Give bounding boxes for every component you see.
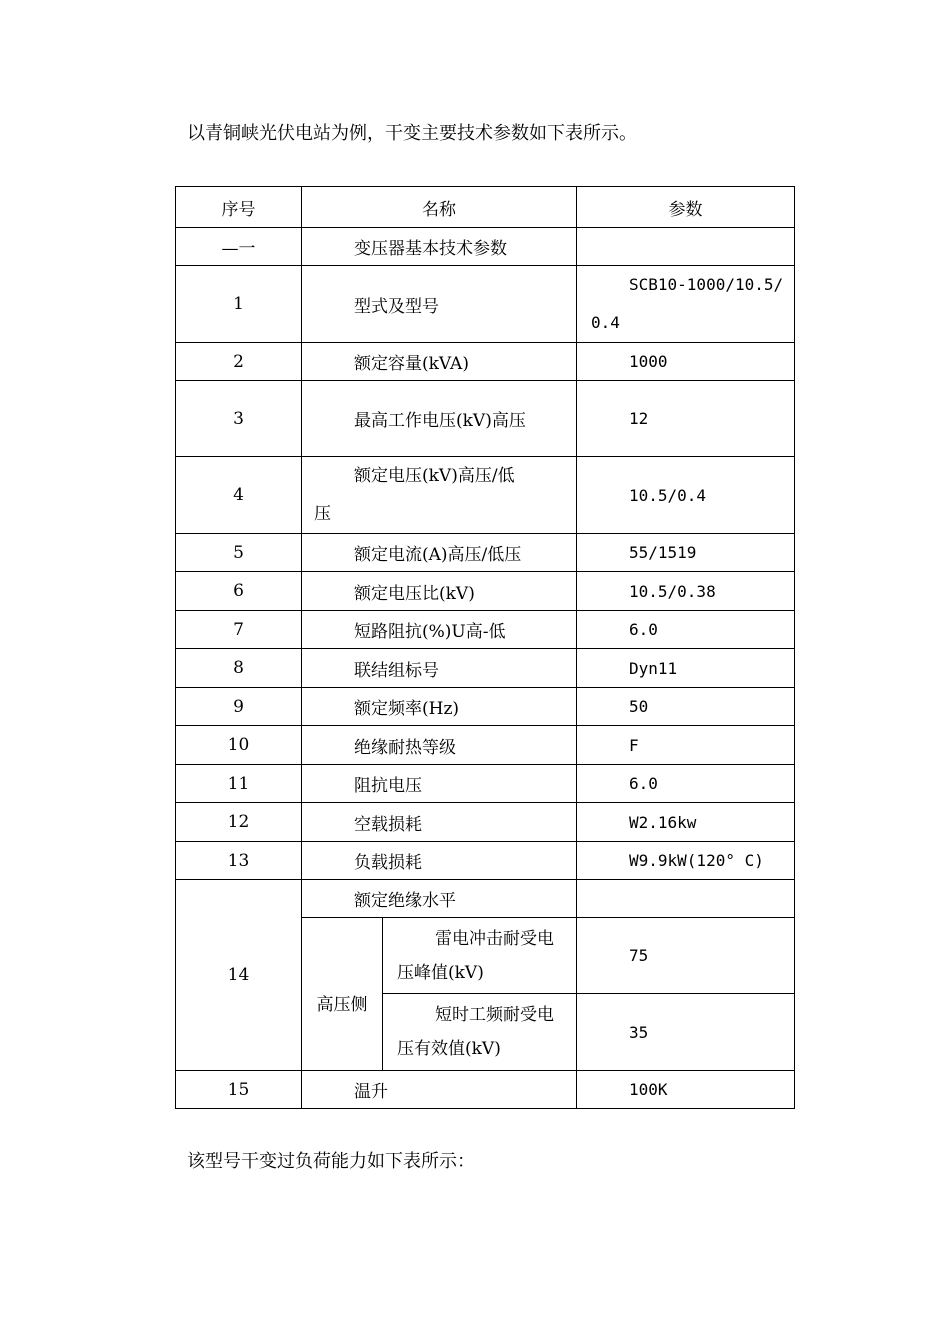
cell-param: 6.0 xyxy=(577,765,795,803)
cell-param xyxy=(577,228,795,266)
cell-seq: 13 xyxy=(176,842,302,880)
cell-seq: 3 xyxy=(176,381,302,457)
cell-seq: 1 xyxy=(176,266,302,343)
cell-param: 10.5/0.4 xyxy=(577,457,795,534)
cell-seq: 6 xyxy=(176,572,302,611)
cell-seq: 4 xyxy=(176,457,302,534)
cell-name: 额定容量(kVA) xyxy=(302,343,577,381)
transformer-parameters-table xyxy=(175,186,795,1109)
cell-name: 最高工作电压(kV)高压 xyxy=(302,381,577,457)
intro-paragraph: 以青铜峡光伏电站为例，干变主要技术参数如下表所示。 xyxy=(187,123,637,144)
cell-name: 联结组标号 xyxy=(302,649,577,688)
cell-param: 12 xyxy=(577,381,795,457)
cell-param: 1000 xyxy=(577,343,795,381)
cell-param: 35 xyxy=(577,994,795,1071)
cell-subname-line1: 雷电冲击耐受电 xyxy=(435,928,554,949)
table-row xyxy=(176,880,795,918)
cell-seq: 9 xyxy=(176,688,302,726)
cell-name: 绝缘耐热等级 xyxy=(302,726,577,765)
table-row xyxy=(176,266,795,343)
cell-name-line2: 压 xyxy=(314,504,331,524)
cell-seq: 2 xyxy=(176,343,302,381)
cell-name-line1: 额定电压(kV)高压/低 xyxy=(354,466,515,486)
cell-param: 10.5/0.38 xyxy=(577,572,795,611)
outro-paragraph: 该型号干变过负荷能力如下表所示： xyxy=(187,1151,475,1172)
cell-param: 50 xyxy=(577,688,795,726)
table-row xyxy=(176,611,795,649)
cell-subname-line2: 压有效值(kV) xyxy=(397,1039,501,1059)
cell-seq: 11 xyxy=(176,765,302,803)
cell-name: 额定绝缘水平 xyxy=(302,880,577,918)
cell-name xyxy=(302,457,577,534)
table-row xyxy=(176,228,795,266)
cell-param: 55/1519 xyxy=(577,534,795,572)
cell-name: 负载损耗 xyxy=(302,842,577,880)
cell-name: 短路阻抗(%)U高-低 xyxy=(302,611,577,649)
cell-seq: 10 xyxy=(176,726,302,765)
cell-name: 额定电压比(kV) xyxy=(302,572,577,611)
cell-param: W9.9kW(120° C) xyxy=(577,842,795,880)
table-row xyxy=(176,457,795,534)
cell-seq: 12 xyxy=(176,803,302,842)
table-row xyxy=(176,1071,795,1109)
table-row xyxy=(176,765,795,803)
table-row xyxy=(176,649,795,688)
header-param: 参数 xyxy=(577,187,795,228)
cell-name: 额定电流(A)高压/低压 xyxy=(302,534,577,572)
table-row xyxy=(176,381,795,457)
table-row xyxy=(176,726,795,765)
cell-subname-line1: 短时工频耐受电 xyxy=(435,1005,554,1025)
table-row xyxy=(176,343,795,381)
cell-param-line1: SCB10-1000/10.5/ xyxy=(629,275,784,294)
cell-param: 75 xyxy=(577,918,795,994)
table-row xyxy=(176,534,795,572)
cell-seq: —一 xyxy=(176,228,302,266)
cell-name: 空载损耗 xyxy=(302,803,577,842)
table-row xyxy=(176,842,795,880)
cell-name: 额定频率(Hz) xyxy=(302,688,577,726)
cell-param: W2.16kw xyxy=(577,803,795,842)
table-row xyxy=(176,572,795,611)
cell-subname-line2: 压峰值(kV) xyxy=(397,962,484,983)
cell-subname xyxy=(383,918,577,994)
table-row xyxy=(176,803,795,842)
cell-seq: 7 xyxy=(176,611,302,649)
cell-param: Dyn11 xyxy=(577,649,795,688)
cell-name: 阻抗电压 xyxy=(302,765,577,803)
cell-name: 型式及型号 xyxy=(302,266,577,343)
cell-seq: 14 xyxy=(176,880,302,1071)
header-seq: 序号 xyxy=(176,187,302,228)
table-row xyxy=(176,688,795,726)
cell-seq: 8 xyxy=(176,649,302,688)
cell-side: 高压侧 xyxy=(302,918,383,1071)
cell-name: 温升 xyxy=(302,1071,577,1109)
cell-param: F xyxy=(577,726,795,765)
cell-param xyxy=(577,880,795,918)
cell-seq: 15 xyxy=(176,1071,302,1109)
header-name: 名称 xyxy=(302,187,577,228)
cell-subname xyxy=(383,994,577,1071)
cell-name: 变压器基本技术参数 xyxy=(302,228,577,266)
table-header-row xyxy=(176,187,795,228)
cell-param: 100K xyxy=(577,1071,795,1109)
cell-param-line2: 0.4 xyxy=(591,313,620,332)
cell-param: 6.0 xyxy=(577,611,795,649)
cell-seq: 5 xyxy=(176,534,302,572)
cell-param xyxy=(577,266,795,343)
